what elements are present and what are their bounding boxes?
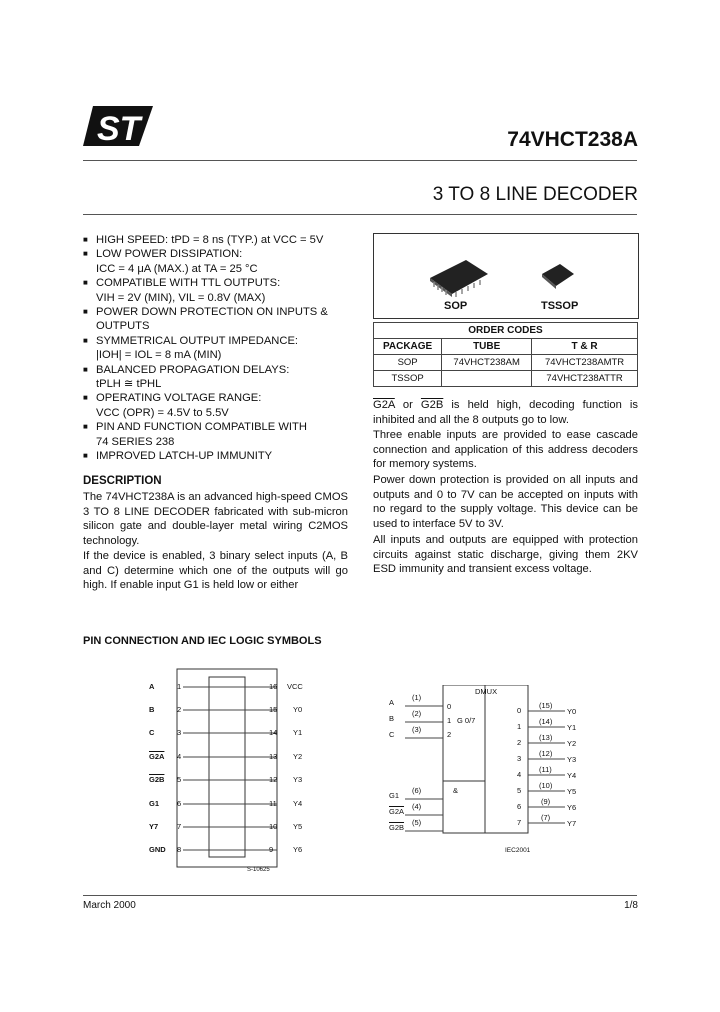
table-row: SOP 74VHCT238AM 74VHCT238AMTR	[374, 355, 638, 371]
pin-label-Y5: Y5	[293, 822, 303, 831]
iec-out-idx: 0	[517, 706, 522, 715]
tssop-package-image	[540, 262, 576, 292]
pin-label-Y4: Y4	[293, 799, 303, 808]
part-number: 74VHCT238A	[507, 128, 638, 151]
package-box	[373, 233, 639, 319]
pin-num: 15	[269, 705, 278, 714]
iec-input-C: C	[389, 730, 395, 739]
iec-title: DMUX	[475, 687, 498, 696]
iec-logic-symbol	[385, 685, 585, 860]
description-text-2: If the device is enabled, 3 binary select inputs (A, B and C) determine which one of the outputs will go high. If enable input G1 is held low or either	[83, 550, 348, 592]
pin-num: 16	[269, 682, 278, 691]
pinout-diagram	[145, 667, 320, 879]
feature-item: ■ HIGH SPEED: tPD = 8 ns (TYP.) at VCC = 5V	[83, 234, 324, 246]
feature-item: ■ BALANCED PROPAGATION DELAYS:	[83, 363, 290, 376]
feature-item: ■ PIN AND FUNCTION COMPATIBLE WITH	[83, 421, 307, 434]
iec-output-Y2: Y2	[567, 739, 577, 748]
pin-label-Y1: Y1	[293, 728, 303, 737]
iec-input-num: (1)	[412, 693, 422, 702]
pin-label-B: B	[149, 705, 155, 714]
header-rule	[83, 160, 637, 161]
feature-item: OUTPUTS	[96, 320, 150, 333]
pin-label-C: C	[149, 728, 155, 737]
feature-item: ICC = 4 μA (MAX.) at TA = 25 °C	[96, 262, 258, 275]
pin-label-A: A	[149, 682, 155, 691]
iec-out-idx: 2	[517, 738, 522, 747]
pin-label-G2B: G2B	[149, 775, 165, 784]
pin-label-Y6: Y6	[293, 845, 303, 854]
iec-out-idx: 1	[517, 722, 522, 731]
iec-output-Y5: Y5	[567, 787, 577, 796]
iec-output-num: (14)	[539, 717, 553, 726]
pin-num: 3	[177, 728, 182, 737]
order-codes-table	[373, 322, 638, 387]
iec-output-Y6: Y6	[567, 803, 577, 812]
iec-enable-num: (5)	[412, 818, 422, 827]
iec-sel: 0	[447, 702, 452, 711]
sop-label: SOP	[444, 300, 468, 312]
feature-item: 74 SERIES 238	[96, 435, 175, 448]
table-header: TUBE	[442, 339, 532, 355]
iec-output-num: (11)	[539, 765, 552, 774]
sop-package-image	[426, 256, 492, 298]
iec-out-idx: 6	[517, 802, 522, 811]
table-row: TSSOP 74VHCT238ATTR	[374, 371, 638, 387]
pin-num: 10	[269, 822, 278, 831]
iec-output-num: (7)	[541, 813, 551, 822]
pin-label-VCC: VCC	[287, 682, 303, 691]
iec-g-label: G 0/7	[457, 716, 476, 725]
iec-output-Y4: Y4	[567, 771, 577, 780]
pin-label-Y7: Y7	[149, 822, 159, 831]
feature-item: |IOH| = IOL = 8 mA (MIN)	[96, 349, 222, 362]
tssop-label: TSSOP	[541, 300, 579, 312]
description-text: The 74VHCT238A is an advanced high-speed CMOS 3 TO 8 LINE DECODER fabricated with sub-micron silicon gate and double-layer metal wiring C2MOS technology.	[83, 491, 348, 547]
feature-item: ■ IMPROVED LATCH-UP IMMUNITY	[83, 450, 273, 463]
iec-output-num: (13)	[539, 733, 553, 742]
footer-page: 1/8	[624, 900, 638, 911]
page-subtitle: 3 TO 8 LINE DECODER	[432, 184, 638, 205]
iec-input-num: (3)	[412, 725, 422, 734]
description-right-4: All inputs and outputs are equipped with protection circuits against static discharge, giving them 2KV ESD immunity and transient excess voltage.	[373, 534, 638, 576]
iec-out-idx: 3	[517, 754, 522, 763]
iec-out-idx: 5	[517, 786, 522, 795]
iec-sel: 1	[447, 716, 452, 725]
feature-item: VCC (OPR) = 4.5V to 5.5V	[96, 406, 229, 419]
pin-num: 4	[177, 752, 182, 761]
iec-output-num: (10)	[539, 781, 553, 790]
pin-num: 11	[269, 799, 277, 808]
pin-num: 9	[269, 845, 274, 854]
feature-item: ■ SYMMETRICAL OUTPUT IMPEDANCE:	[83, 334, 299, 347]
feature-item: ■ COMPATIBLE WITH TTL OUTPUTS:	[83, 277, 281, 290]
iec-and-symbol: &	[453, 786, 459, 795]
pin-label-G2A: G2A	[149, 752, 165, 761]
pin-label-GND: GND	[149, 845, 166, 854]
pin-label-Y3: Y3	[293, 775, 303, 784]
pin-num: 1	[177, 682, 182, 691]
footer-date: March 2000	[83, 900, 136, 911]
feature-item: ■ OPERATING VOLTAGE RANGE:	[83, 392, 262, 405]
iec-output-Y3: Y3	[567, 755, 577, 764]
description-right-2: Three enable inputs are provided to ease cascade connection and application of this address decoders for memory systems.	[373, 429, 638, 471]
iec-output-num: (12)	[539, 749, 553, 758]
iec-input-A: A	[389, 698, 395, 707]
pin-label-Y2: Y2	[293, 752, 303, 761]
order-codes-title: ORDER CODES	[374, 323, 638, 339]
table-header: T & R	[532, 339, 638, 355]
iec-enable-num: (4)	[412, 802, 422, 811]
pin-num: 12	[269, 775, 278, 784]
pin-num: 6	[177, 799, 182, 808]
pin-label-G1: G1	[149, 799, 160, 808]
iec-output-Y0: Y0	[567, 707, 577, 716]
iec-out-idx: 7	[517, 818, 522, 827]
iec-output-num: (9)	[541, 797, 551, 806]
pin-num: 5	[177, 775, 182, 784]
iec-sel: 2	[447, 730, 452, 739]
description-heading: DESCRIPTION	[83, 475, 162, 487]
table-header: PACKAGE	[374, 339, 442, 355]
pin-label-Y0: Y0	[293, 705, 303, 714]
feature-item: ■ POWER DOWN PROTECTION ON INPUTS &	[83, 306, 328, 319]
iec-code: IEC2001	[505, 847, 531, 854]
pinout-code: S-10625	[247, 867, 270, 873]
svg-text:ST: ST	[97, 110, 141, 148]
pin-num: 8	[177, 845, 182, 854]
pin-num: 14	[269, 728, 278, 737]
description-right-1: G2A or G2B is held high, decoding function is inhibited and all the 8 outputs go to low.	[373, 399, 639, 426]
iec-out-idx: 4	[517, 770, 522, 779]
feature-item: tPLH ≅ tPHL	[96, 378, 162, 391]
feature-item: ■ LOW POWER DISSIPATION:	[83, 248, 243, 261]
iec-enable-G1: G1	[389, 791, 400, 800]
st-logo	[83, 104, 158, 154]
iec-output-Y7: Y7	[567, 819, 577, 828]
description-right-3: Power down protection is provided on all inputs and outputs and 0 to 7V can be accepted on inputs with no regard to the supply voltage. This device can be used to interface 5V to 3V.	[373, 474, 638, 530]
iec-enable-num: (6)	[412, 786, 422, 795]
iec-enable-G2A: G2A	[389, 807, 405, 816]
iec-output-Y1: Y1	[567, 723, 577, 732]
iec-input-num: (2)	[412, 709, 422, 718]
iec-output-num: (15)	[539, 701, 553, 710]
pin-section-heading: PIN CONNECTION AND IEC LOGIC SYMBOLS	[83, 635, 322, 647]
footer-rule	[83, 895, 637, 896]
pin-num: 7	[177, 822, 182, 831]
pin-num: 13	[269, 752, 278, 761]
pin-num: 2	[177, 705, 182, 714]
feature-item: VIH = 2V (MIN), VIL = 0.8V (MAX)	[96, 291, 266, 304]
subtitle-rule	[83, 214, 637, 215]
iec-input-B: B	[389, 714, 395, 723]
features-list	[83, 233, 358, 464]
iec-enable-G2B: G2B	[389, 823, 405, 832]
